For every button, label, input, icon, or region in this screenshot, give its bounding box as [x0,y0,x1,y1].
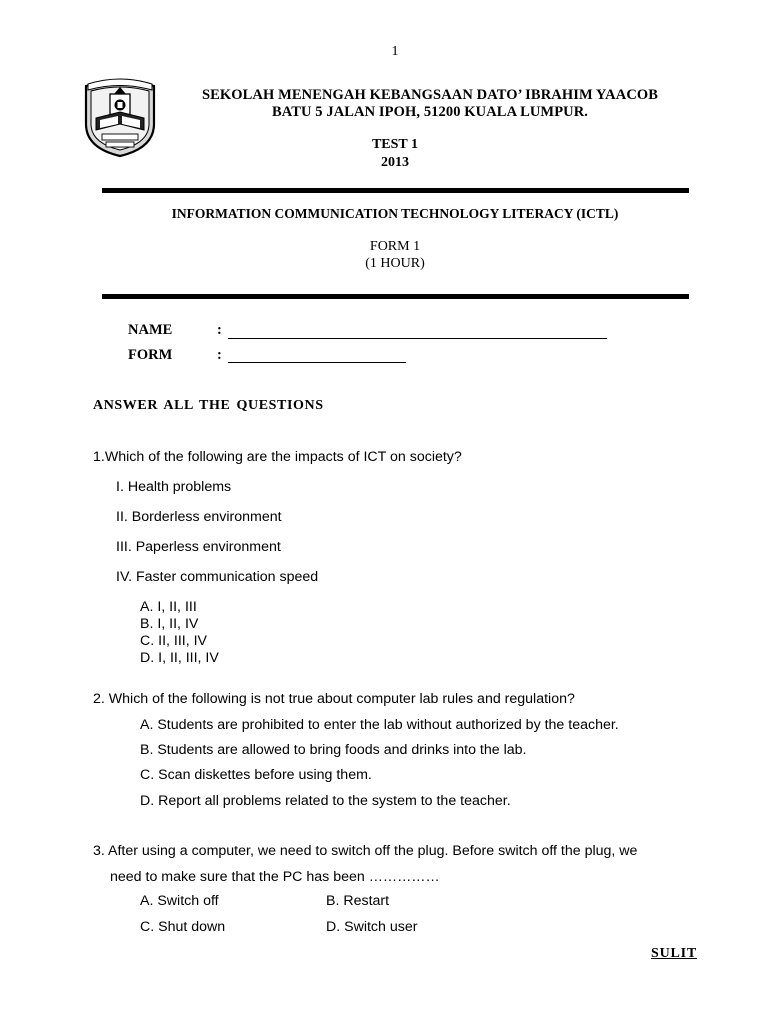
question-1-option-a: A. I, II, III [140,599,197,615]
classification-label: SULIT [651,946,698,961]
test-year: 2013 [381,155,409,170]
question-2-option-a: A. Students are prohibited to enter the lab without authorized by the teacher. [140,717,619,733]
question-3-line-2: need to make sure that the PC has been …………… [110,869,440,885]
question-3-option-d: D. Switch user [326,919,418,935]
question-1-option-c: C. II, III, IV [140,633,208,649]
test-title: TEST 1 [371,137,419,152]
question-2-option-c: C. Scan diskettes before using them. [140,767,372,783]
duration: (1 HOUR) [365,256,425,271]
form-colon: : [217,347,222,363]
question-2: 2. Which of the following is not true about computer lab rules and regulation? [93,691,575,707]
question-1-option-d: D. I, II, III, IV [140,650,219,666]
question-1-statement-3: III. Paperless environment [116,539,281,555]
school-name: SEKOLAH MENENGAH KEBANGSAAN DATO’ IBRAHIM YAACOB [201,87,659,103]
question-3-option-a: A. Switch off [140,893,219,909]
question-1-statement-4: IV. Faster communication speed [116,569,319,585]
question-3-option-c: C. Shut down [140,919,226,935]
school-address: BATU 5 JALAN IPOH, 51200 KUALA LUMPUR. [271,104,589,120]
form-field[interactable] [228,362,406,363]
question-1-option-b: B. I, II, IV [140,616,199,632]
name-field[interactable] [228,338,607,339]
question-3: 3. After using a computer, we need to switch off the plug. Before switch off the plug, we [93,843,638,859]
question-1-statement-2: II. Borderless environment [116,509,282,525]
question-1: 1.Which of the following are the impacts of ICT on society? [93,449,462,465]
page-number: 1 [391,44,399,59]
name-colon: : [217,322,222,338]
form-level: FORM 1 [369,239,421,254]
divider-top [102,188,689,193]
divider-bottom [102,294,689,299]
name-label: NAME [128,322,173,338]
instructions: ANSWER ALL THE QUESTIONS [93,398,324,413]
question-2-option-d: D. Report all problems related to the system to the teacher. [140,793,511,809]
question-1-statement-1: I. Health problems [116,479,232,495]
question-3-option-b: B. Restart [326,893,390,909]
form-label: FORM [128,347,173,363]
subject-title: INFORMATION COMMUNICATION TECHNOLOGY LITERACY (ICTL) [171,206,619,221]
question-2-option-b: B. Students are allowed to bring foods and drinks into the lab. [140,742,527,758]
